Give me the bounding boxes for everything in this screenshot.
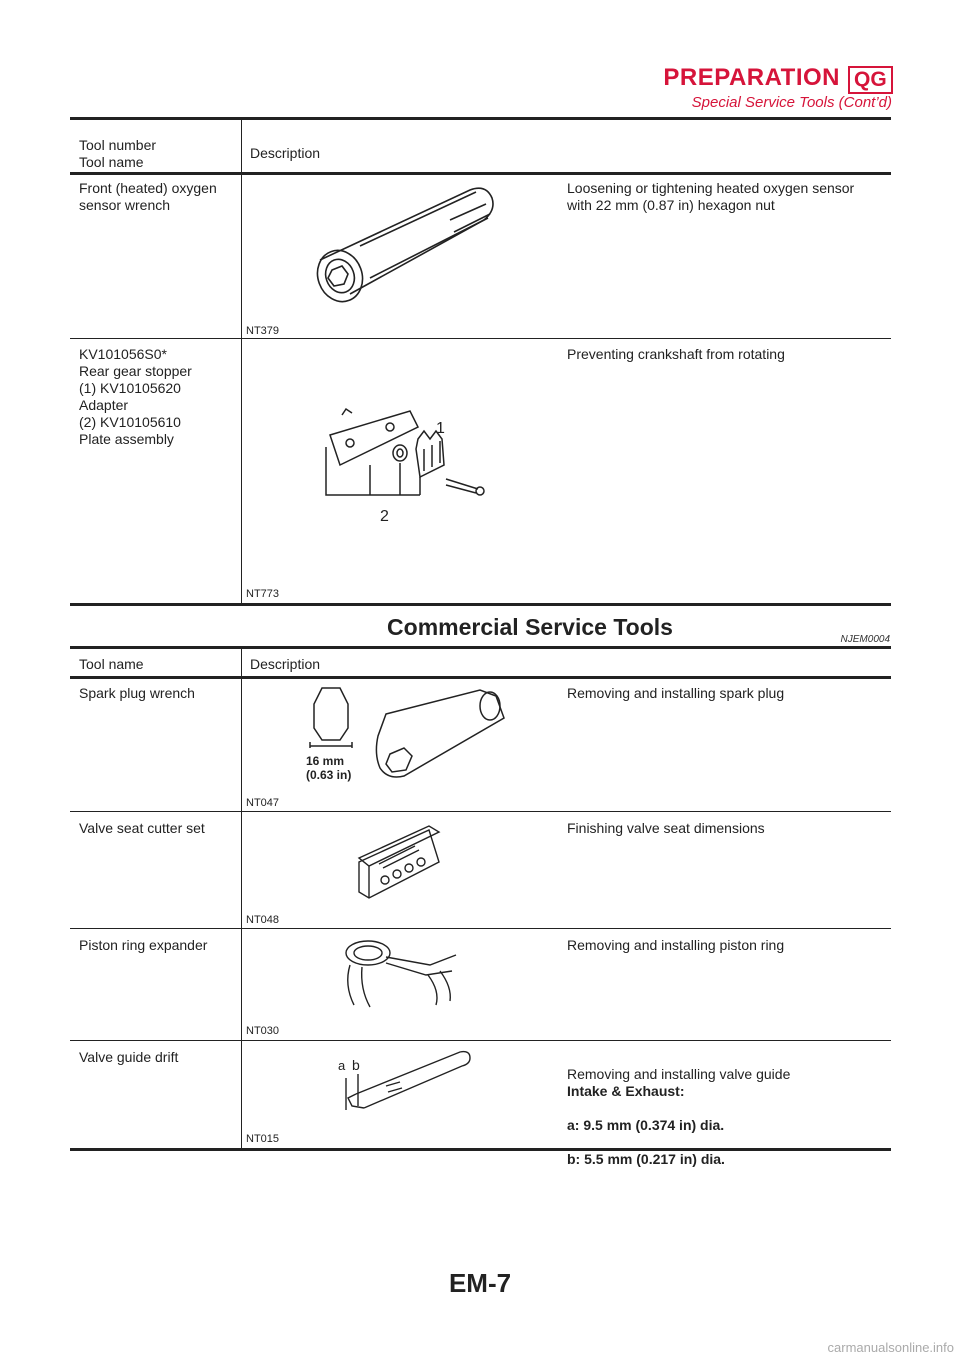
tool-description: Removing and installing spark plug: [567, 685, 785, 701]
engine-code-badge: QG: [848, 66, 893, 94]
column-header-tool: Tool name: [79, 656, 144, 672]
callout-2: 2: [380, 508, 389, 525]
description-bold-line: a: 9.5 mm (0.374 in) dia.: [567, 1117, 725, 1133]
table-top-rule: [70, 646, 891, 649]
tool-name: Front (heated) oxygen sensor wrench: [79, 180, 217, 213]
column-header-description: Description: [250, 656, 321, 672]
tool-description: Preventing crankshaft from rotating: [567, 346, 785, 362]
description-line: Removing and installing valve guide: [567, 1066, 791, 1082]
tool-name: Spark plug wrench: [79, 685, 195, 701]
figure-code: NT030: [246, 1025, 280, 1037]
page-subtitle: Special Service Tools (Cont’d): [691, 94, 892, 111]
tool-description: Removing and installing piston ring: [567, 937, 785, 953]
hex-size-imperial-label: (0.63 in): [306, 768, 352, 782]
table-row-rule: [70, 338, 891, 339]
hex-size-label: 16 mm: [306, 754, 345, 768]
table-row-rule: [70, 1040, 891, 1041]
tool-name: Piston ring expander: [79, 937, 208, 953]
figure-code: NT379: [246, 325, 280, 337]
figure-code: NT047: [246, 797, 280, 809]
oxygen-sensor-wrench-illustration: [300, 180, 510, 310]
description-bold-line: Intake & Exhaust:: [567, 1083, 685, 1099]
table-column-divider: [241, 119, 242, 603]
description-bold-line: b: 5.5 mm (0.217 in) dia.: [567, 1151, 725, 1167]
piston-ring-expander-illustration: [340, 935, 460, 1015]
tool-description: [567, 1049, 897, 1185]
tool-name: Valve guide drift: [79, 1049, 179, 1065]
table-header-rule: [70, 676, 891, 679]
table-row-rule: [70, 928, 891, 929]
tool-description: Loosening or tightening heated oxygen sensor with 22 mm (0.87 in) hexagon nut: [567, 180, 855, 213]
figure-code: NT048: [246, 914, 280, 926]
valve-seat-cutter-set-illustration: [355, 822, 445, 902]
column-header-description: Description: [250, 145, 321, 161]
section-title: Commercial Service Tools: [387, 614, 673, 640]
table-top-rule: [70, 117, 891, 120]
figure-code: NT015: [246, 1133, 280, 1145]
rear-gear-stopper-illustration: [320, 405, 490, 530]
table-column-divider: [241, 648, 242, 1148]
page-title: PREPARATION: [663, 64, 840, 91]
column-header-tool: Tool number Tool name: [79, 137, 157, 170]
callout-1: 1: [436, 420, 445, 437]
valve-guide-drift-illustration: [330, 1046, 480, 1116]
table-bottom-rule: [70, 603, 891, 606]
dimension-b-label: b: [352, 1057, 360, 1073]
spark-plug-wrench-illustration: [300, 684, 530, 784]
page-number: EM-7: [448, 1268, 512, 1298]
section-reference-code: NJEM0004: [840, 634, 890, 645]
table-row-rule: [70, 811, 891, 812]
table-bottom-rule: [70, 1148, 891, 1151]
dimension-a-label: a: [338, 1058, 346, 1073]
tool-name: Valve seat cutter set: [79, 820, 205, 836]
table-header-rule: [70, 172, 891, 175]
figure-code: NT773: [246, 588, 280, 600]
tool-name: KV101056S0* Rear gear stopper (1) KV10105620 Adapter (2) KV10105610 Plate assembly: [79, 346, 192, 447]
watermark: carmanualsonline.info: [827, 1340, 954, 1355]
tool-description: Finishing valve seat dimensions: [567, 820, 765, 836]
